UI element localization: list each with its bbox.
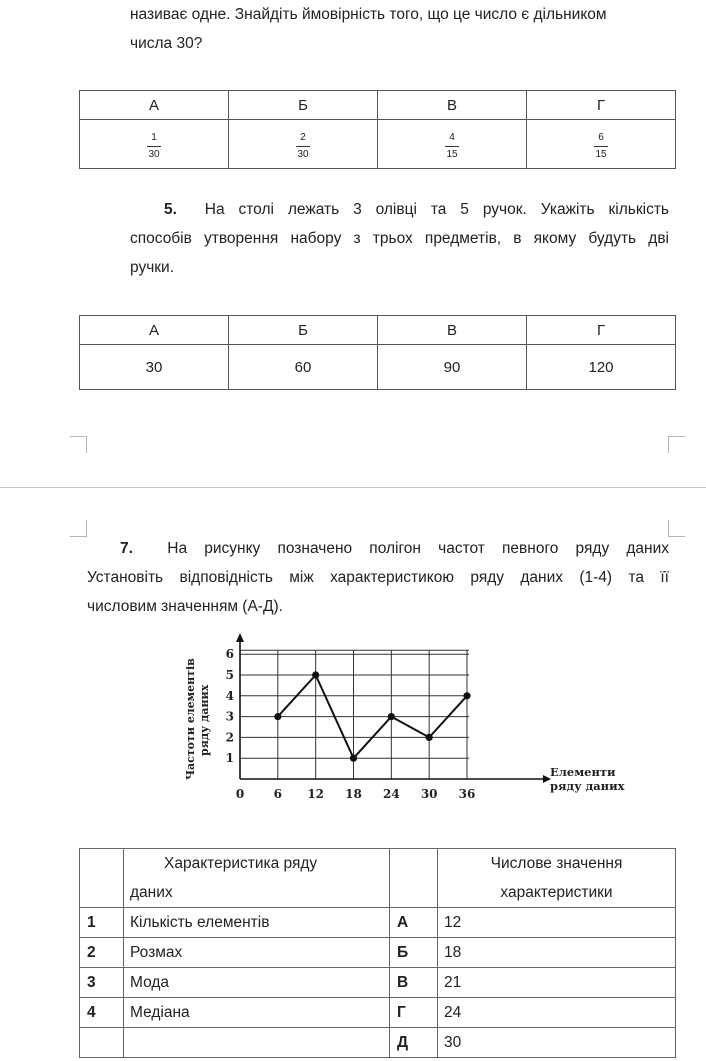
data-point xyxy=(350,755,357,762)
q5-text xyxy=(130,195,669,282)
fraction xyxy=(147,132,161,161)
q4-header-v: В xyxy=(378,91,527,120)
y-tick-label: 1 xyxy=(225,751,234,766)
row-value: 21 xyxy=(438,968,676,998)
q5-header-g: Г xyxy=(527,316,676,345)
q7-text xyxy=(87,534,669,621)
q4-answer-a xyxy=(80,120,229,169)
q7-text-line3: числовим значенням (А-Д). xyxy=(87,598,283,615)
y-tick-label: 3 xyxy=(225,709,234,724)
q4-answer-g xyxy=(527,120,676,169)
row-number: 3 xyxy=(80,968,124,998)
y-axis-label-line2: ряду даних xyxy=(198,684,211,756)
row-value: 12 xyxy=(438,908,676,938)
denominator: 15 xyxy=(595,149,607,160)
q5-header-b: Б xyxy=(229,316,378,345)
x-tick-label: 24 xyxy=(382,787,400,801)
denominator: 15 xyxy=(446,149,458,160)
y-axis-arrow xyxy=(236,633,244,642)
q5-number: 5. xyxy=(164,201,177,218)
chart-axes xyxy=(236,633,551,783)
row-value: 18 xyxy=(438,938,676,968)
q7-text-line1 xyxy=(87,534,669,563)
header-characteristic xyxy=(124,849,390,908)
y-tick-label: 4 xyxy=(225,688,234,703)
x-tick-label: 0 xyxy=(235,787,245,801)
q7-line1-body: На рисунку позначено полігон частот певного ряду даних xyxy=(167,540,669,557)
y-tick-label: 2 xyxy=(225,730,234,745)
row-letter: Д xyxy=(390,1028,438,1058)
page-break-divider xyxy=(0,487,706,488)
q7-text-line2: Установіть відповідність між характеристикою ряду даних (1-4) та її xyxy=(87,569,669,586)
q4-answer-table xyxy=(79,90,676,169)
row-characteristic xyxy=(124,1028,390,1058)
q5-answer-g: 120 xyxy=(527,345,676,390)
margin-mark-top-left xyxy=(70,520,87,537)
row-number: 1 xyxy=(80,908,124,938)
q4-header-b: Б xyxy=(229,91,378,120)
header-value-line2: характеристики xyxy=(500,884,613,901)
table-row xyxy=(80,968,676,998)
q5-answer-a: 30 xyxy=(80,345,229,390)
q5-header-a: А xyxy=(80,316,229,345)
q7-matching-table xyxy=(79,848,676,1058)
row-characteristic: Мода xyxy=(124,968,390,998)
q5-text-line1 xyxy=(130,195,669,224)
denominator: 30 xyxy=(148,149,160,160)
header-characteristic-line1: Характеристика ряду xyxy=(164,855,318,872)
row-value: 30 xyxy=(438,1028,676,1058)
x-tick-label: 36 xyxy=(458,787,476,801)
x-tick-label: 30 xyxy=(420,787,438,801)
row-letter: В xyxy=(390,968,438,998)
q4-header-a: А xyxy=(80,91,229,120)
data-point xyxy=(426,734,433,741)
row-characteristic: Розмах xyxy=(124,938,390,968)
chart-ticks xyxy=(226,647,476,801)
q4-answer-v xyxy=(378,120,527,169)
y-tick-label: 5 xyxy=(225,668,234,682)
margin-mark-bottom-right xyxy=(668,436,685,453)
x-tick-label: 12 xyxy=(307,787,325,801)
numerator: 1 xyxy=(151,132,157,143)
x-tick-label: 6 xyxy=(273,787,283,801)
row-number: 2 xyxy=(80,938,124,968)
fraction xyxy=(296,132,310,161)
data-point xyxy=(274,713,281,720)
numerator: 4 xyxy=(449,132,455,143)
row-letter: Б xyxy=(390,938,438,968)
q5-text-line3: ручки. xyxy=(130,259,175,276)
fraction xyxy=(445,132,459,161)
table-row xyxy=(80,938,676,968)
y-tick-label: 6 xyxy=(225,647,234,662)
q7-number: 7. xyxy=(120,540,133,557)
x-axis-label-line2: ряду даних xyxy=(550,779,625,793)
numerator: 2 xyxy=(300,132,306,143)
table-row xyxy=(80,908,676,938)
q5-answer-table xyxy=(79,315,676,390)
q5-answer-v: 90 xyxy=(378,345,527,390)
header-empty-letter xyxy=(390,849,438,908)
row-characteristic: Медіана xyxy=(124,998,390,1028)
q4-header-g: Г xyxy=(527,91,676,120)
q5-header-v: В xyxy=(378,316,527,345)
data-point xyxy=(312,671,319,678)
y-axis-label-line1: Частоти елементів xyxy=(184,658,197,780)
data-point xyxy=(388,713,395,720)
q4-text-line1: називає одне. Знайдіть ймовірність того, що це число є дільником xyxy=(130,6,607,23)
row-value: 24 xyxy=(438,998,676,1028)
row-number xyxy=(80,1028,124,1058)
header-empty-num xyxy=(80,849,124,908)
header-characteristic-line2: даних xyxy=(130,884,173,901)
table-row xyxy=(80,998,676,1028)
x-axis-label-line1: Елементи xyxy=(550,765,616,779)
row-letter: Г xyxy=(390,998,438,1028)
fraction xyxy=(594,132,608,161)
q5-text-line2: способів утворення набору з трьох предметів, в якому будуть дві xyxy=(130,230,669,247)
frequency-polygon-chart xyxy=(180,630,640,815)
row-number: 4 xyxy=(80,998,124,1028)
q4-answer-b xyxy=(229,120,378,169)
row-characteristic: Кількість елементів xyxy=(124,908,390,938)
q5-line1-body: На столі лежать 3 олівці та 5 ручок. Укажіть кількість xyxy=(204,201,669,218)
header-value-line1: Числове значення xyxy=(490,855,623,872)
q4-text xyxy=(130,0,670,58)
margin-mark-bottom-left xyxy=(70,436,87,453)
row-letter: А xyxy=(390,908,438,938)
denominator: 30 xyxy=(297,149,309,160)
numerator: 6 xyxy=(598,132,604,143)
table-row xyxy=(80,1028,676,1058)
q4-text-line2: числа 30? xyxy=(130,35,203,52)
margin-mark-top-right xyxy=(668,520,685,537)
data-point xyxy=(463,692,470,699)
header-value xyxy=(438,849,676,908)
q5-answer-b: 60 xyxy=(229,345,378,390)
x-tick-label: 18 xyxy=(345,787,362,801)
